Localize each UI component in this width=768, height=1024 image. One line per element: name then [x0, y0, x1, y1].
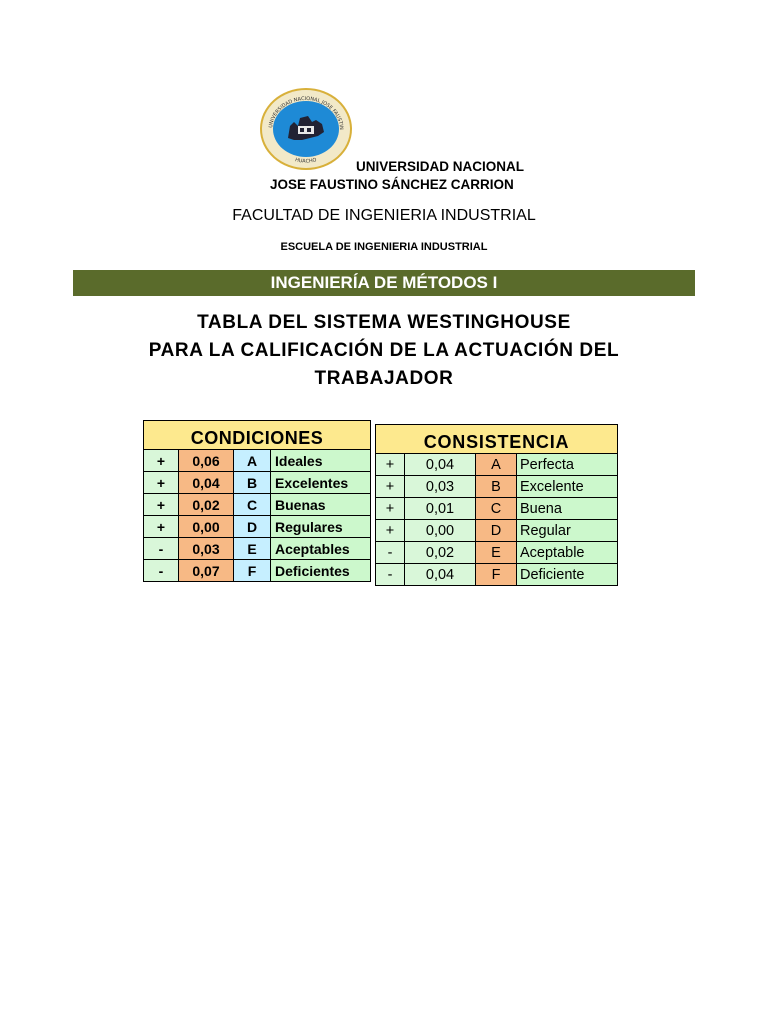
table-row	[144, 560, 371, 582]
course-banner	[73, 270, 695, 296]
value-cell: 0,02	[405, 542, 476, 564]
condiciones-header: CONDICIONES	[144, 421, 371, 450]
document-title-line1: TABLA DEL SISTEMA WESTINGHOUSE	[197, 312, 571, 333]
name-cell: Deficiente	[517, 564, 618, 586]
value-cell: 0,01	[405, 498, 476, 520]
table-row	[144, 450, 371, 472]
value-cell: 0,04	[179, 472, 234, 494]
table-row	[376, 454, 618, 476]
name-cell: Buena	[517, 498, 618, 520]
consistencia-header-row	[376, 425, 618, 454]
svg-text:HUACHO: HUACHO	[294, 157, 318, 165]
letter-cell: F	[476, 564, 517, 586]
course-title: INGENIERÍA DE MÉTODOS I	[270, 273, 498, 292]
letter-cell: E	[234, 538, 271, 560]
value-cell: 0,06	[179, 450, 234, 472]
university-name-line2: JOSE FAUSTINO SÁNCHEZ CARRION	[270, 177, 514, 192]
consistencia-header: CONSISTENCIA	[376, 425, 618, 454]
table-row	[376, 520, 618, 542]
name-cell: Perfecta	[517, 454, 618, 476]
sign-cell: +	[144, 472, 179, 494]
value-cell: 0,00	[405, 520, 476, 542]
sign-cell: +	[376, 520, 405, 542]
name-cell: Buenas	[271, 494, 371, 516]
sign-cell: +	[376, 454, 405, 476]
sign-cell: +	[144, 516, 179, 538]
name-cell: Excelentes	[271, 472, 371, 494]
university-name-line1: UNIVERSIDAD NACIONAL	[356, 159, 525, 174]
value-cell: 0,03	[405, 476, 476, 498]
sign-cell: -	[376, 542, 405, 564]
condiciones-header-row	[144, 421, 371, 450]
document-title-line2: PARA LA CALIFICACIÓN DE LA ACTUACIÓN DEL	[148, 340, 620, 361]
letter-cell: C	[476, 498, 517, 520]
table-row	[376, 476, 618, 498]
school-name: ESCUELA DE INGENIERIA INDUSTRIAL	[280, 241, 488, 253]
letter-cell: B	[476, 476, 517, 498]
faculty-name: FACULTAD DE INGENIERIA INDUSTRIAL	[232, 207, 536, 224]
name-cell: Excelente	[517, 476, 618, 498]
name-cell: Deficientes	[271, 560, 371, 582]
sign-cell: +	[376, 498, 405, 520]
table-row	[376, 542, 618, 564]
letter-cell: A	[476, 454, 517, 476]
table-row	[376, 498, 618, 520]
letter-cell: F	[234, 560, 271, 582]
table-row	[144, 516, 371, 538]
consistencia-table	[375, 424, 618, 586]
value-cell: 0,00	[179, 516, 234, 538]
document-title-line3: TRABAJADOR	[314, 368, 454, 389]
table-row	[144, 538, 371, 560]
sign-cell: -	[376, 564, 405, 586]
university-seal-logo	[258, 86, 354, 172]
table-row	[144, 494, 371, 516]
letter-cell: D	[234, 516, 271, 538]
table-row	[376, 564, 618, 586]
letter-cell: E	[476, 542, 517, 564]
condiciones-table	[143, 420, 371, 582]
value-cell: 0,02	[179, 494, 234, 516]
letter-cell: B	[234, 472, 271, 494]
name-cell: Regulares	[271, 516, 371, 538]
name-cell: Aceptables	[271, 538, 371, 560]
letter-cell: D	[476, 520, 517, 542]
letter-cell: C	[234, 494, 271, 516]
sign-cell: -	[144, 560, 179, 582]
sign-cell: +	[376, 476, 405, 498]
sign-cell: -	[144, 538, 179, 560]
svg-text:UNIVERSIDAD NACIONAL JOSE FAUS: UNIVERSIDAD NACIONAL JOSE FAUSTIN	[268, 95, 345, 131]
value-cell: 0,07	[179, 560, 234, 582]
value-cell: 0,04	[405, 454, 476, 476]
table-row	[144, 472, 371, 494]
value-cell: 0,04	[405, 564, 476, 586]
value-cell: 0,03	[179, 538, 234, 560]
sign-cell: +	[144, 450, 179, 472]
name-cell: Regular	[517, 520, 618, 542]
name-cell: Aceptable	[517, 542, 618, 564]
letter-cell: A	[234, 450, 271, 472]
sign-cell: +	[144, 494, 179, 516]
name-cell: Ideales	[271, 450, 371, 472]
